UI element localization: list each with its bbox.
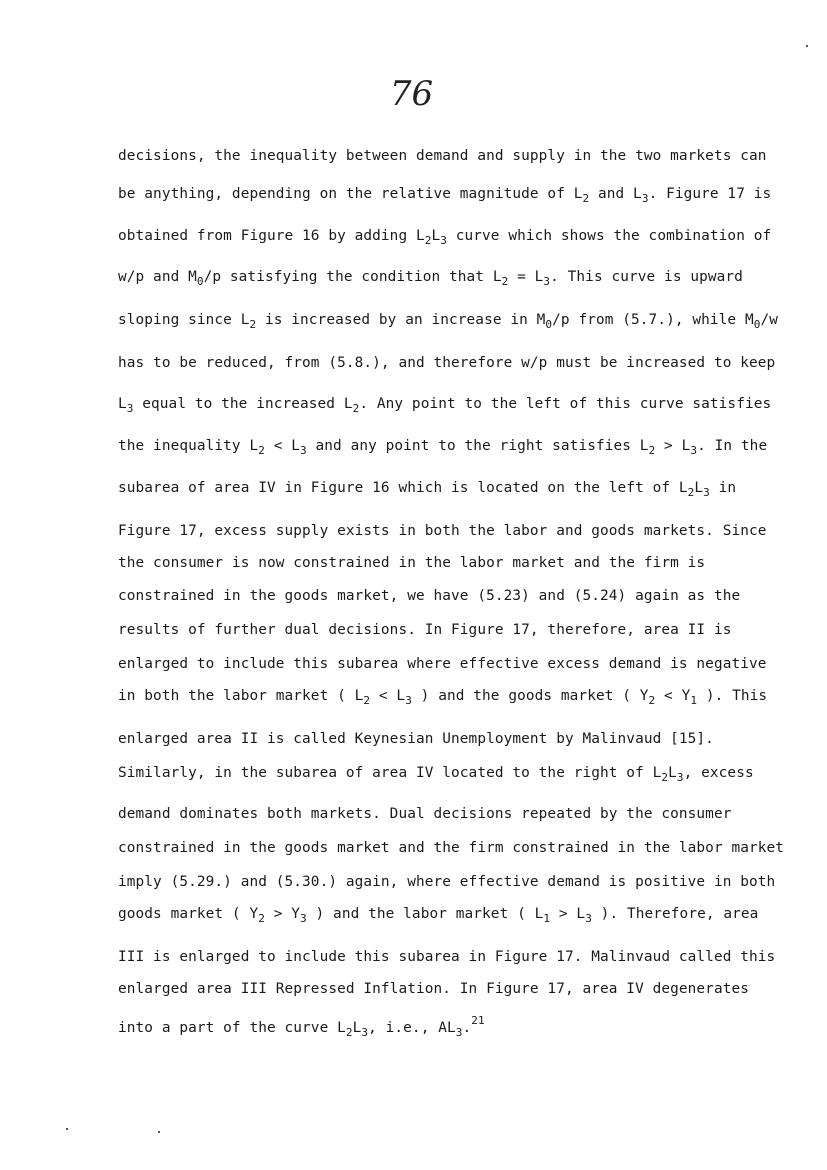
scan-speck — [66, 1128, 68, 1130]
text-line: constrained in the goods market and the firm constrained in the labor market — [118, 840, 785, 856]
text-line: demand dominates both markets. Dual decisions repeated by the consumer — [118, 806, 732, 822]
text-line: Similarly, in the subarea of area IV located to the right of $L_2L_3$, excess — [118, 765, 754, 784]
text-line: sloping since $L_2$ is increased by an increase in $M_0/p$ from (5.7.), while $M_0/w$ — [118, 312, 778, 331]
text-line: has to be reduced, from (5.8.), and therefore w/p must be increased to keep — [118, 355, 776, 371]
page-number: 76 — [389, 74, 434, 114]
text-line: constrained in the goods market, we have (5.23) and (5.24) again as the — [118, 588, 741, 604]
text-line: $L_3$ equal to the increased $L_2$. Any point to the left of this curve satisfies — [118, 396, 772, 415]
text-line: subarea of area IV in Figure 16 which is located on the left of $L_2L_3$ in — [118, 480, 737, 499]
text-line: enlarged area II is called Keynesian Unemployment by Malinvaud [15]. — [118, 731, 714, 747]
scan-speck — [158, 1131, 160, 1133]
text-line: imply (5.29.) and (5.30.) again, where effective demand is positive in both — [118, 874, 776, 890]
text-line: the inequality $L_2 < L_3$ and any point to the right satisfies $L_2 > L_3$. In the — [118, 438, 768, 457]
text-line: w/p and $M_0/p$ satisfying the condition that $L_2 = L_3$. This curve is upward — [118, 269, 743, 288]
text-line: III is enlarged to include this subarea in Figure 17. Malinvaud called this — [118, 949, 776, 965]
text-line: decisions, the inequality between demand and supply in the two markets can — [118, 148, 767, 164]
text-line: enlarged area III Repressed Inflation. In Figure 17, area IV degenerates — [118, 981, 749, 997]
text-line: the consumer is now constrained in the labor market and the firm is — [118, 555, 706, 571]
text-line: Figure 17, excess supply exists in both the labor and goods markets. Since — [118, 523, 767, 539]
text-line: be anything, depending on the relative magnitude of $L_2$ and $L_3$. Figure 17 is — [118, 186, 772, 205]
text-line: enlarged to include this subarea where effective excess demand is negative — [118, 656, 767, 672]
text-line: in both the labor market ( $L_2 < L_3$ ) and the goods market ( $Y_2 < Y_1$ ). This — [118, 688, 768, 707]
scan-speck — [806, 45, 808, 47]
text-line: goods market ( $Y_2 > Y_3$ ) and the labor market ( $L_1 > L_3$ ). Therefore, area — [118, 906, 759, 925]
text-line: results of further dual decisions. In Figure 17, therefore, area II is — [118, 622, 732, 638]
text-line: into a part of the curve $L_2L_3$, i.e., $AL_3.^{21}$ — [118, 1014, 485, 1039]
text-line: obtained from Figure 16 by adding $L_2L_3$ curve which shows the combination of — [118, 228, 772, 247]
